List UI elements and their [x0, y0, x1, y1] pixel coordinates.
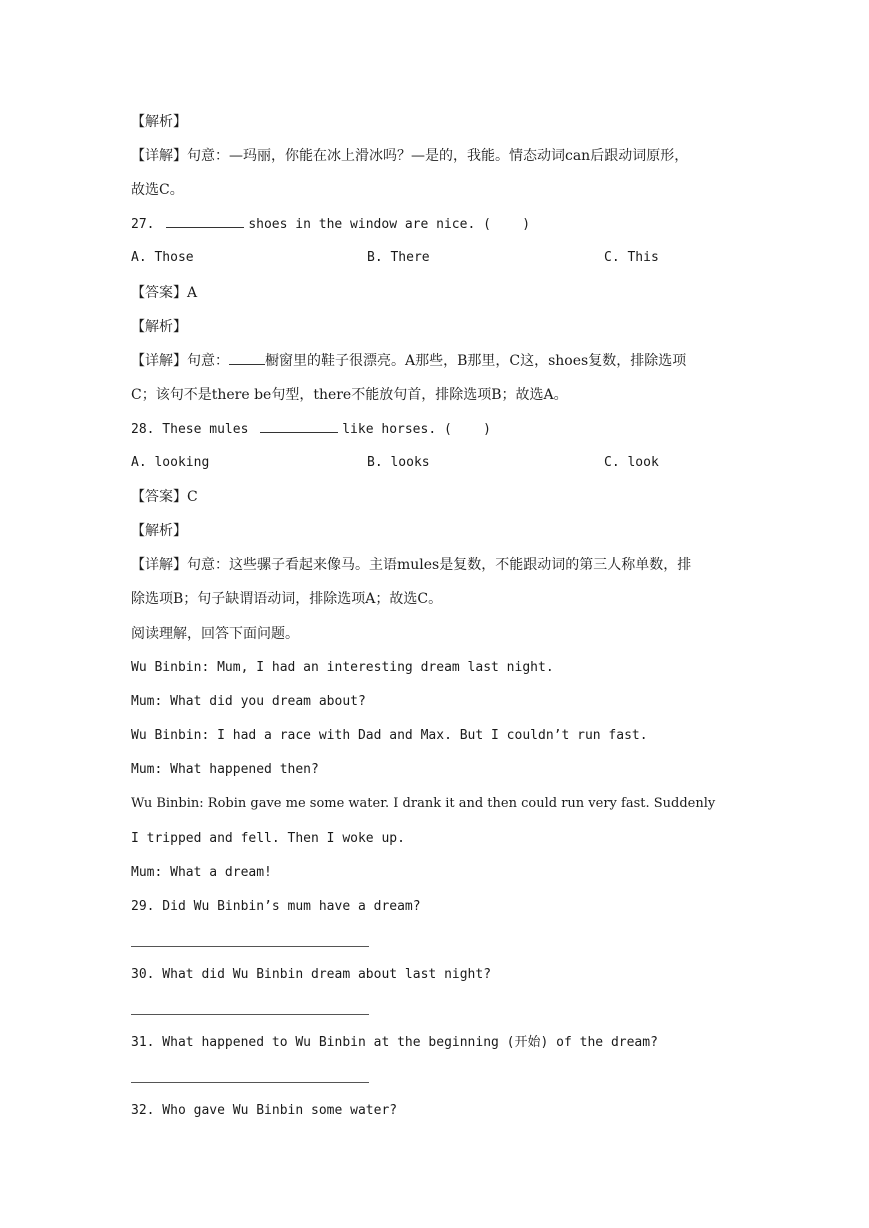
- option-a: A. looking: [131, 455, 210, 470]
- explanation-line: C；该句不是there be句型，there不能放句首，排除选项B；故选A。: [131, 387, 568, 403]
- question-32: 32. Who gave Wu Binbin some water?: [131, 1103, 398, 1118]
- question-text: shoes in the window are nice. ( ): [248, 217, 531, 232]
- answer-blank: [229, 352, 265, 365]
- dialogue-line: Mum: What a dream!: [131, 865, 272, 880]
- question-27: [131, 215, 530, 234]
- dialogue-line: Wu Binbin: I had a race with Dad and Max. But I couldn’t run fast.: [131, 728, 648, 743]
- option-b: B. There: [367, 250, 430, 265]
- dialogue-line: Wu Binbin: Mum, I had an interesting dream last night.: [131, 660, 554, 675]
- answer-label: 【答案】C: [131, 489, 198, 505]
- option-c: C. look: [604, 455, 659, 470]
- answer-label: 【答案】A: [131, 285, 198, 301]
- question-30: 30. What did Wu Binbin dream about last night?: [131, 967, 492, 982]
- dialogue-line: Mum: What happened then?: [131, 762, 319, 777]
- answer-writing-line: [131, 1014, 369, 1015]
- question-31: 31. What happened to Wu Binbin at the beginning (开始) of the dream?: [131, 1035, 658, 1050]
- reading-instruction: 阅读理解，回答下面问题。: [131, 626, 299, 642]
- option-a: A. Those: [131, 250, 194, 265]
- explanation-line: 【详解】句意： 橱窗里的鞋子很漂亮。A那些，B那里，C这，shoes复数，排除选项: [131, 353, 687, 369]
- section-label-analysis: 【解析】: [131, 319, 187, 335]
- dialogue-line: Wu Binbin: Robin gave me some water. I drank it and then could run very fast. Suddenly: [131, 796, 716, 811]
- option-c: C. This: [604, 250, 659, 265]
- question-28: 28. These mules like horses. ( ): [131, 422, 491, 437]
- dialogue-line: Mum: What did you dream about?: [131, 694, 366, 709]
- question-29: 29. Did Wu Binbin’s mum have a dream?: [131, 899, 421, 914]
- answer-writing-line: [131, 1082, 369, 1083]
- dialogue-line: I tripped and fell. Then I woke up.: [131, 831, 405, 846]
- answer-writing-line: [131, 946, 369, 947]
- question-number: 27.: [131, 217, 155, 232]
- answer-blank: [166, 215, 244, 228]
- section-label-analysis: 【解析】: [131, 523, 187, 539]
- explanation-line: 故选C。: [131, 182, 184, 198]
- explanation-line: 除选项B；句子缺谓语动词，排除选项A；故选C。: [131, 591, 443, 607]
- explanation-line: 【详解】句意：—玛丽，你能在冰上滑冰吗？—是的，我能。情态动词can后跟动词原形，: [131, 148, 689, 164]
- explanation-line: 【详解】句意：这些骡子看起来像马。主语mules是复数，不能跟动词的第三人称单数，排: [131, 557, 692, 573]
- section-label-analysis: 【解析】: [131, 114, 187, 130]
- answer-blank: [260, 420, 338, 433]
- option-b: B. looks: [367, 455, 430, 470]
